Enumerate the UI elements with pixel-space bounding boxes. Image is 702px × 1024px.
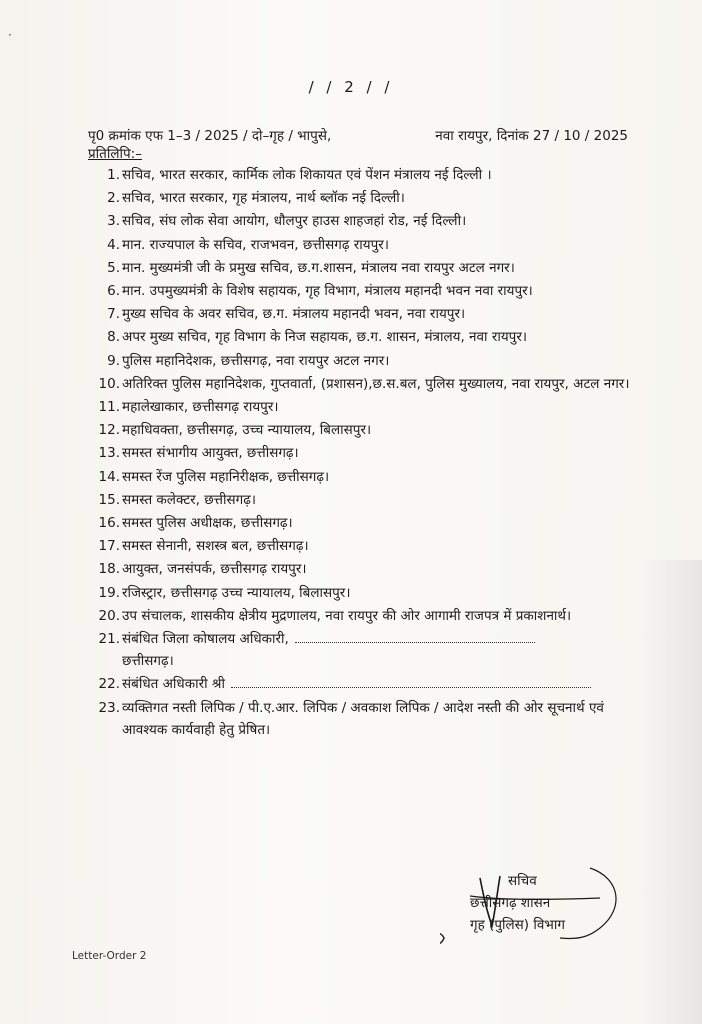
list-item-label: समस्त सेनानी, सशस्त्र बल, छत्तीसगढ़।: [122, 538, 309, 555]
list-item-number: 20.: [98, 607, 120, 624]
list-item-text: [122, 234, 636, 256]
list-item-text: [122, 350, 636, 372]
list-item: [96, 326, 636, 348]
list-item-text: [122, 442, 636, 464]
list-item-number: 8.: [107, 329, 120, 346]
list-item: [96, 628, 636, 672]
list-item-number: 16.: [98, 515, 120, 532]
list-item-number: 10.: [98, 375, 120, 392]
list-item: [96, 396, 636, 418]
list-item-text: [122, 582, 636, 604]
list-item-text: [122, 303, 636, 325]
list-item: [96, 442, 636, 464]
reference-line: [88, 126, 628, 144]
list-item-label: समस्त रेंज पुलिस महानिरीक्षक, छत्तीसगढ़।: [122, 468, 330, 485]
list-item-label: सचिव, भारत सरकार, कार्मिक लोक शिकायत एवं पेंशन मंत्रालय नई दिल्ली ।: [122, 167, 492, 183]
list-item-label: समस्त पुलिस अधीक्षक, छत्तीसगढ़।: [122, 515, 293, 532]
list-item: [96, 558, 636, 580]
list-item: [96, 373, 636, 395]
list-item-number: 14.: [98, 468, 120, 485]
list-item-text: [122, 673, 636, 695]
list-item-text: [122, 605, 636, 627]
list-item: [96, 419, 636, 441]
list-item-label: मुख्य सचिव के अवर सचिव, छ.ग. मंत्रालय महानदी भवन, नवा रायपुर।: [122, 306, 466, 323]
list-item: [96, 582, 636, 604]
list-item-label: महालेखाकार, छत्तीसगढ़ रायपुर।: [122, 399, 279, 416]
reference-number: पृ0 क्रमांक एफ 1–3 / 2025 / दो–गृह / भापुसे,: [88, 128, 332, 144]
list-item: [96, 535, 636, 557]
list-item-number: 17.: [98, 538, 120, 555]
list-item-number: 3.: [107, 213, 120, 230]
list-item-label: अतिरिक्त पुलिस महानिदेशक, गुप्तवार्ता, (प्रशासन),छ.स.बल, पुलिस मुख्यालय, नवा रायपुर, अटल नगर।: [122, 375, 630, 392]
corner-mark: ·: [8, 28, 12, 42]
list-item-number: 7.: [107, 306, 120, 323]
list-item-label: पुलिस महानिदेशक, छत्तीसगढ़, नवा रायपुर अटल नगर।: [122, 352, 390, 369]
list-item: [96, 697, 636, 741]
footer-label: Letter-Order 2: [72, 950, 147, 962]
list-item: [96, 187, 636, 209]
list-item-number: 15.: [98, 491, 120, 508]
list-item-number: 1.: [107, 167, 120, 183]
list-item-label: मान. उपमुख्यमंत्री के विशेष सहायक, गृह विभाग, मंत्रालय महानदी भवन नवा रायपुर।: [122, 283, 533, 300]
list-item-text: [122, 326, 636, 348]
list-item-number: 9.: [107, 352, 120, 369]
list-item-label: व्यक्तिगत नस्ती लिपिक / पी.ए.आर. लिपिक / अवकाश लिपिक / आदेश नस्ती की ओर सूचनार्थ एवं आवश्यक कार्यवाही हेतु प्रेषित।: [122, 699, 604, 738]
list-item-text: [122, 187, 636, 209]
list-item: [96, 303, 636, 325]
signatory-govt: छत्तीसगढ़ शासन: [470, 895, 551, 911]
list-item: [96, 489, 636, 511]
list-item-number: 2.: [107, 190, 120, 207]
signatory-department: गृह (पुलिस) विभाग: [470, 917, 565, 933]
list-item-number: 21.: [98, 631, 120, 648]
list-item-number: 12.: [98, 422, 120, 439]
list-item: [96, 512, 636, 534]
list-item-number: 23.: [98, 699, 120, 716]
list-item-label: अपर मुख्य सचिव, गृह विभाग के निज सहायक, छ.ग. शासन, मंत्रालय, नवा रायपुर।: [122, 329, 527, 346]
signatory-title: सचिव: [508, 873, 537, 889]
list-item: [96, 234, 636, 256]
list-item: [96, 280, 636, 302]
list-item-text: [122, 210, 636, 232]
list-item-number: 19.: [98, 584, 120, 601]
list-item-label: महाधिवक्ता, छत्तीसगढ़, उच्च न्यायालय, बिलासपुर।: [122, 422, 372, 439]
list-item-label: रजिस्ट्रार, छत्तीसगढ़ उच्च न्यायालय, बिलासपुर।: [122, 584, 351, 601]
list-item-text: [122, 419, 636, 441]
list-item-text: [122, 373, 636, 395]
list-item-text: [122, 489, 636, 511]
list-item-label: संबंधित अधिकारी श्री: [122, 676, 225, 693]
list-item-number: 11.: [98, 399, 120, 416]
list-item-label: आयुक्त, जनसंपर्क, छत्तीसगढ़ रायपुर।: [122, 561, 307, 578]
list-item-number: 18.: [98, 561, 120, 578]
list-item: [96, 350, 636, 372]
fill-in-blank: [231, 673, 591, 688]
reference-place-date: नवा रायपुर, दिनांक 27 / 10 / 2025: [435, 128, 628, 144]
copy-to-label: प्रतिलिपि:–: [88, 146, 142, 162]
list-item-label: मान. राज्यपाल के सचिव, राजभवन, छत्तीसगढ़ रायपुर।: [122, 236, 389, 253]
list-item-text: [122, 697, 636, 741]
fill-in-blank: [295, 628, 535, 643]
page-number: / / 2 / /: [308, 78, 394, 96]
list-item-text: [122, 396, 636, 418]
list-item-number: 4.: [107, 236, 120, 253]
list-item-number: 13.: [98, 445, 120, 462]
list-item-label: समस्त संभागीय आयुक्त, छत्तीसगढ़।: [122, 445, 299, 462]
list-item-number: 22.: [98, 676, 120, 693]
signature-block: [470, 870, 565, 936]
list-item-text: [122, 257, 636, 279]
list-item-number: 5.: [107, 259, 120, 276]
list-item-number: 6.: [107, 283, 120, 300]
list-item-continuation: छत्तीसगढ़।: [122, 653, 174, 670]
list-item-text: [122, 164, 636, 186]
list-item-text: [122, 512, 636, 534]
list-item: [96, 257, 636, 279]
list-item-label: सचिव, संघ लोक सेवा आयोग, धौलपुर हाउस शाहजहां रोड, नई दिल्ली।: [122, 213, 467, 230]
list-item: [96, 466, 636, 488]
list-item: [96, 605, 636, 627]
list-item-label: मान. मुख्यमंत्री जी के प्रमुख सचिव, छ.ग.शासन, मंत्रालय नवा रायपुर अटल नगर।: [122, 259, 515, 276]
list-item-text: [122, 535, 636, 557]
list-item: [96, 673, 636, 695]
list-item-label: उप संचालक, शासकीय क्षेत्रीय मुद्रणालय, नवा रायपुर की ओर आगामी राजपत्र में प्रकाशनार्थ।: [122, 607, 572, 624]
list-item-text: [122, 280, 636, 302]
list-item: [96, 210, 636, 232]
list-item-text: [122, 466, 636, 488]
list-item-label: संबंधित जिला कोषालय अधिकारी,: [122, 631, 289, 648]
list-item-text: [122, 628, 636, 672]
list-item-label: समस्त कलेक्टर, छत्तीसगढ़।: [122, 491, 256, 508]
list-item-text: [122, 558, 636, 580]
list-item: [96, 164, 636, 186]
list-item-label: सचिव, भारत सरकार, गृह मंत्रालय, नार्थ ब्लॉक नई दिल्ली।: [122, 190, 405, 207]
recipient-list: [96, 164, 636, 742]
